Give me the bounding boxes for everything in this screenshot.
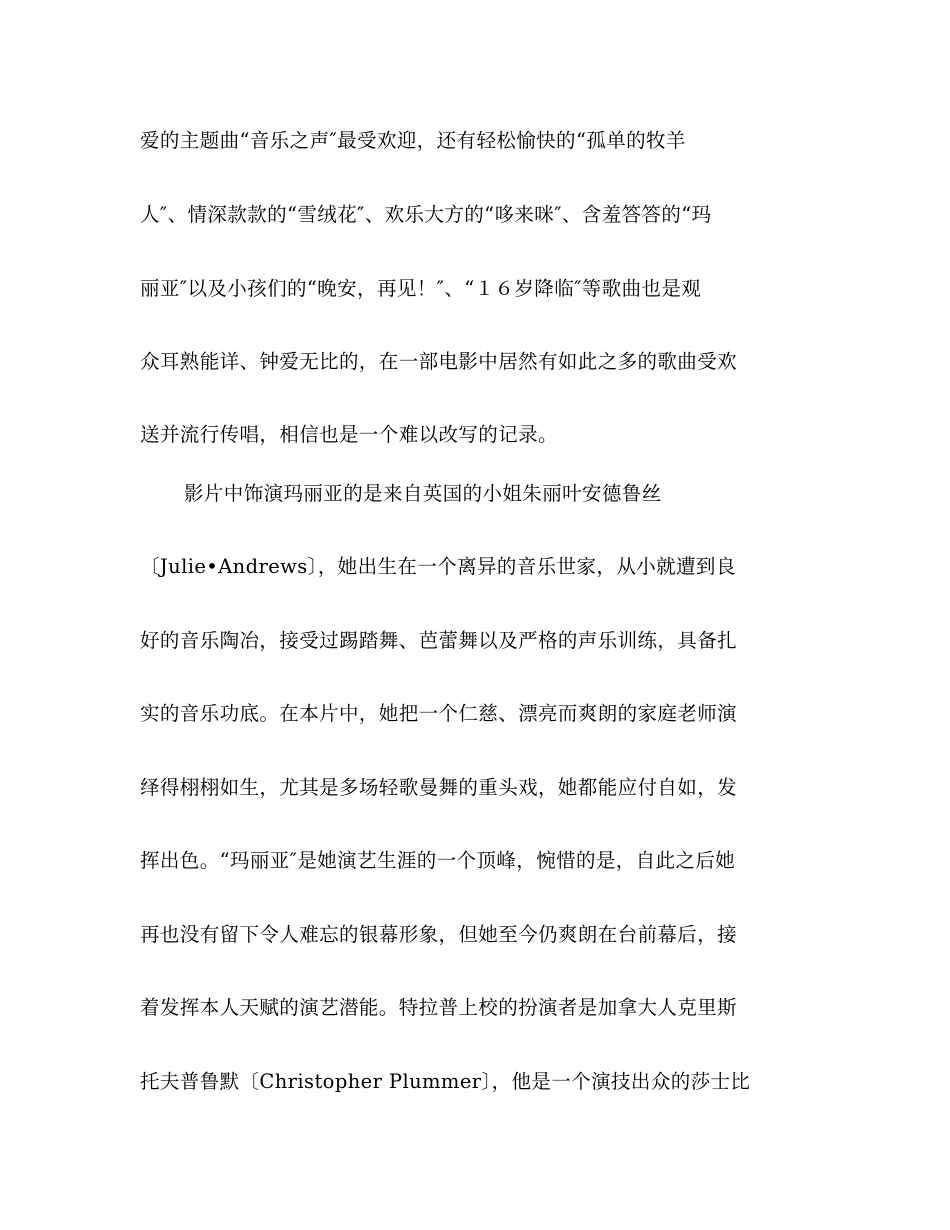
text-line-13: 着发挥本人天赋的演艺潜能。特拉普上校的扮演者是加拿大人克里斯 <box>140 996 738 1019</box>
text-line-6-paragraph-start: 影片中饰演玛丽亚的是来自英国的小姐朱丽叶安德鲁丝 <box>184 482 662 505</box>
text-line-8: 好的音乐陶冶，接受过踢踏舞、芭蕾舞以及严格的声乐训练，具备扎 <box>140 629 738 652</box>
text-line-1: 爱的主题曲“音乐之声″最受欢迎，还有轻松愉快的“孤单的牧羊 <box>140 129 686 152</box>
text-line-12: 再也没有留下令人难忘的银幕形象，但她至今仍爽朗在台前幕后，接 <box>140 923 738 946</box>
text-line-7: 〔Julie•Andrews〕，她出生在一个离异的音乐世家，从小就遭到良 <box>140 555 736 578</box>
text-line-14: 托夫普鲁默〔Christopher Plummer〕，他是一个演技出众的莎士比 <box>140 1070 751 1093</box>
text-line-11: 挥出色。“玛丽亚″是她演艺生涯的一个顶峰，惋惜的是，自此之后她 <box>140 849 736 872</box>
text-line-5: 送并流行传唱，相信也是一个难以改写的记录。 <box>140 423 558 446</box>
text-line-9: 实的音乐功底。在本片中，她把一个仁慈、漂亮而爽朗的家庭老师演 <box>140 702 738 725</box>
text-line-3: 丽亚″以及小孩们的“晚安，再见！″、“１６岁降临″等歌曲也是观 <box>140 277 702 300</box>
text-line-10: 绎得栩栩如生，尤其是多场轻歌曼舞的重头戏，她都能应付自如，发 <box>140 776 738 799</box>
text-line-4: 众耳熟能详、钟爱无比的，在一部电影中居然有如此之多的歌曲受欢 <box>140 350 738 373</box>
text-line-2: 人″、情深款款的“雪绒花″、欢乐大方的“哆来咪″、含羞答答的“玛 <box>140 203 712 226</box>
